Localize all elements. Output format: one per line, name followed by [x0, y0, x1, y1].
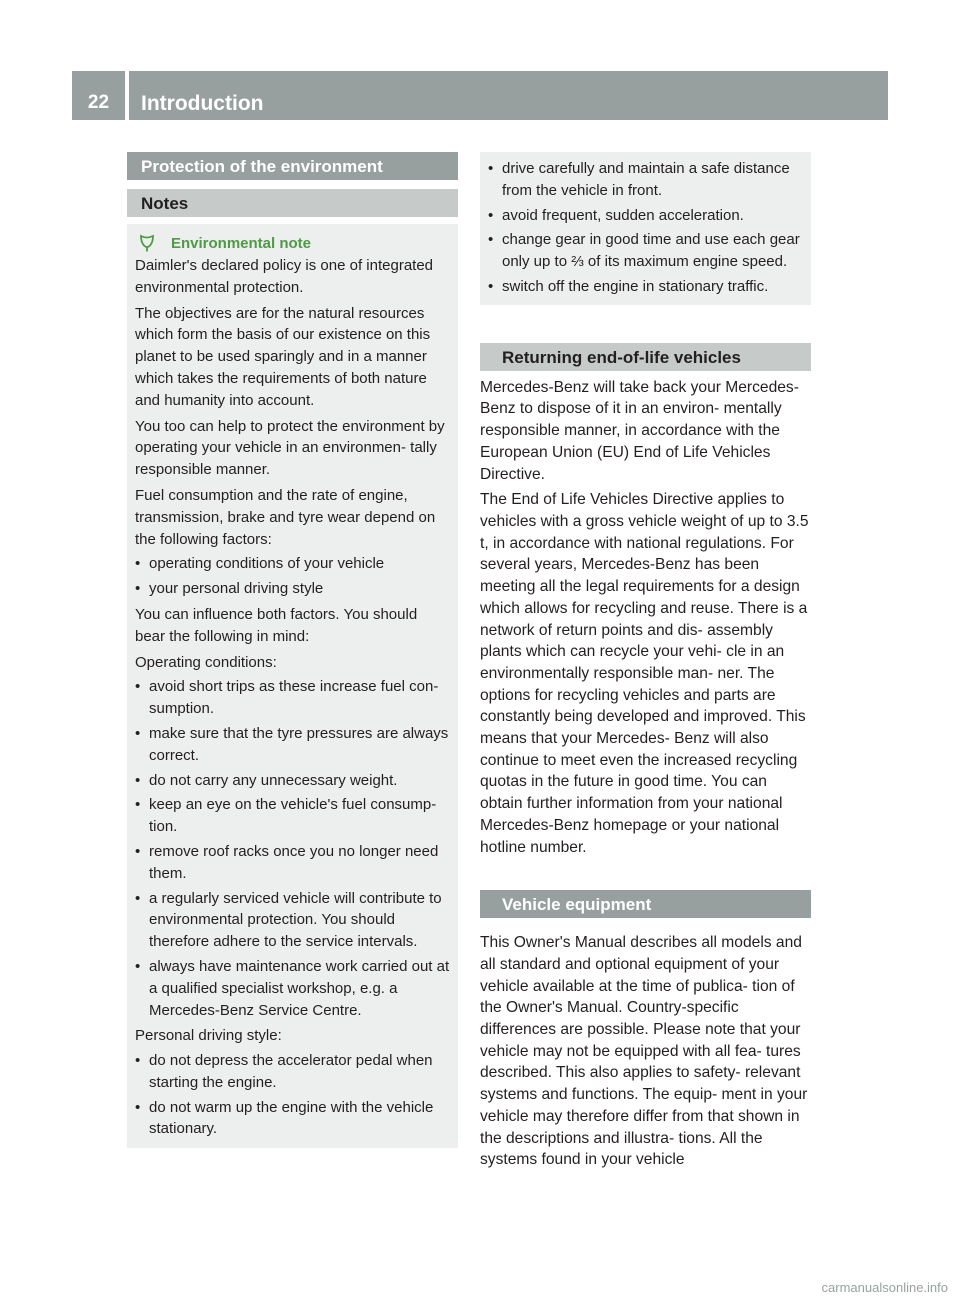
- note-paragraph-5: You can influence both factors. You should bear the following in mind:: [135, 605, 418, 645]
- factors-list: [135, 553, 451, 600]
- driving-style-list: [135, 1050, 451, 1140]
- header-divider: [125, 71, 129, 120]
- returning-paragraph-1: Mercedes-Benz will take back your Mercedes-Benz to dispose of it in an environ- mentally responsible manner, in accordance with the European Union (EU) End of Life Vehicles Directive.: [480, 378, 799, 483]
- page-header: [72, 71, 888, 120]
- header-section-title: Introduction: [141, 92, 264, 115]
- list-item: • make sure that the tyre pressures are always correct.: [135, 723, 451, 767]
- list-item: • drive carefully and maintain a safe distance from the vehicle in front.: [488, 158, 804, 202]
- driving-style-list-continued: [488, 158, 804, 298]
- list-item: • a regularly serviced vehicle will contribute to environmental protection. You should therefore adhere to the service intervals.: [135, 888, 451, 953]
- section-title-environment: Protection of the environment: [127, 152, 458, 180]
- equipment-paragraph-1: This Owner's Manual describes all models and all standard and optional equipment of your vehicle available at the time of publica- tion of the Owner's Manual. Country-specific differences are possible. Please note that your vehicle may not be equipped with all fea- tures described. This also applies to safety- relevant systems and functions. The equip- ment in your vehicle may therefore differ from that shown in the descriptions and illustra- tions. All the systems found in your vehicle: [480, 934, 808, 1169]
- note-heading: [135, 234, 451, 252]
- returning-body: [480, 377, 811, 858]
- note-paragraph-3: You too can help to protect the environment by operating your vehicle in an environmen- tally responsible manner.: [135, 417, 445, 479]
- equipment-body: [480, 932, 811, 1171]
- page-number: 22: [87, 92, 110, 113]
- list-item: • keep an eye on the vehicle's fuel consump- tion.: [135, 794, 451, 838]
- list-item: • your personal driving style: [135, 578, 451, 600]
- note-title: Environmental note: [171, 234, 312, 252]
- watermark: carmanualsonline.info: [821, 1280, 948, 1295]
- note-paragraph-4: Fuel consumption and the rate of engine, transmission, brake and tyre wear depend on the following factors:: [135, 486, 436, 548]
- environment-leaf-icon: [137, 234, 157, 252]
- list-item: • do not warm up the engine with the vehicle stationary.: [135, 1097, 451, 1141]
- list-item: • avoid short trips as these increase fuel con- sumption.: [135, 676, 451, 720]
- note-continuation-box: [480, 152, 811, 305]
- subsection-title-notes: Notes: [127, 189, 458, 217]
- note-paragraph-1: Daimler's declared policy is one of integrated environmental protection.: [135, 257, 434, 296]
- operating-conditions-list: [135, 676, 451, 1021]
- list-item: • operating conditions of your vehicle: [135, 553, 451, 575]
- right-column: [480, 152, 811, 1171]
- driving-style-label: Personal driving style:: [135, 1027, 282, 1045]
- section-title-returning: Returning end-of-life vehicles: [480, 343, 811, 371]
- list-item: • do not depress the accelerator pedal when starting the engine.: [135, 1050, 451, 1094]
- list-item: • change gear in good time and use each gear only up to ⅔ of its maximum engine speed.: [488, 229, 804, 273]
- returning-paragraph-2: The End of Life Vehicles Directive applies to vehicles with a gross vehicle weight of up to 3.5 t, in accordance with national regulations. For several years, Mercedes-Benz has been meeting all the legal requirements for a design which allows for recycling and reuse. There is a network of return points and dis- assembly plants which can recycle your vehi- cle in an environmentally responsible man- ner. The options for recycling vehicles and parts are constantly being developed and improved. This means that your Mercedes- Benz will also continue to meet even the increased recycling quotas in the future in good time. You can obtain further information from your national Mercedes-Benz homepage or your national hotline number.: [480, 491, 809, 856]
- section-title-vehicle-equipment: Vehicle equipment: [480, 890, 811, 918]
- list-item: • always have maintenance work carried out at a qualified specialist workshop, e.g. a Mercedes-Benz Service Centre.: [135, 956, 451, 1021]
- list-item: • do not carry any unnecessary weight.: [135, 770, 451, 792]
- operating-conditions-label: Operating conditions:: [135, 653, 277, 671]
- note-paragraph-2: The objectives are for the natural resources which form the basis of our existence on this planet to be used sparingly and in a manner which takes the requirements of both nature and humanity into account.: [135, 304, 431, 409]
- left-column: [127, 152, 458, 1148]
- environmental-note-box: [127, 224, 458, 1148]
- list-item: • remove roof racks once you no longer need them.: [135, 841, 451, 885]
- list-item: • switch off the engine in stationary traffic.: [488, 276, 804, 298]
- list-item: • avoid frequent, sudden acceleration.: [488, 205, 804, 227]
